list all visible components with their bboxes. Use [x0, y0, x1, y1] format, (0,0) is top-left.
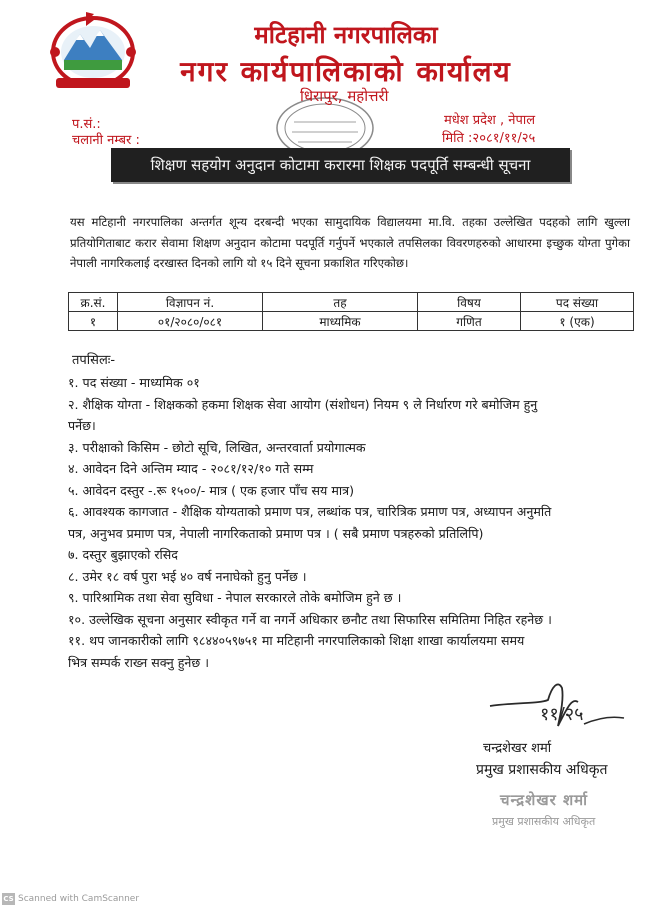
vacancy-table: [68, 292, 634, 331]
detail-item: ४. आवेदन दिने अन्तिम म्याद - २०८१/१२/१० गते सम्म: [68, 461, 314, 476]
detail-item: २. शैक्षिक योग्ता - शिक्षकको हकमा शिक्षक सेवा आयोग (संशोधन) नियम ९ ले निर्धारण गरे बमोजिम हुनु: [68, 396, 538, 412]
detail-item: पर्नेछ।: [68, 418, 96, 433]
table-cell: ०१/२०८०/०८१: [118, 312, 263, 331]
watermark-text: Scanned with CamScanner: [18, 894, 140, 904]
notice-title-banner: शिक्षण सहयोग अनुदान कोटामा करारमा शिक्षक पदपूर्ति सम्बन्धी सूचना: [111, 148, 570, 182]
table-cell: गणित: [418, 312, 521, 331]
detail-item: ३. परीक्षाको किसिम - छोटो सूचि, लिखित, अन्तरवार्ता प्रयोगात्मक: [68, 439, 366, 455]
province-text: मधेश प्रदेश , नेपाल: [444, 113, 536, 128]
details-list: [68, 372, 638, 673]
office-name: नगर कार्यपालिकाको कार्यालय: [180, 55, 512, 88]
detail-item: ११. थप जानकारीको लागि ९८४४०५९७५१ मा मटिहानी नगरपालिकाको शिक्षा शाखा कार्यालयमा समय: [68, 633, 525, 648]
detail-item: ९. पारिश्रामिक तथा सेवा सुविधा - नेपाल सरकारले तोके बमोजिम हुने छ ।: [68, 590, 402, 605]
notice-date: मिति :२०८१/११/२५: [442, 131, 536, 146]
org-name: मटिहानी नगरपालिका: [254, 21, 438, 49]
table-cell: १: [69, 312, 118, 331]
signature-date-text: ११/२५: [540, 704, 584, 725]
table-header-row: [69, 293, 634, 312]
column-header: क्र.सं.: [69, 293, 118, 312]
column-header: पद संख्या: [521, 293, 634, 312]
details-heading: तपसिलः-: [72, 353, 116, 368]
office-address: धिरापुर, महोत्तरी: [300, 87, 389, 105]
detail-item: १. पद संख्या - माध्यमिक ०१: [68, 375, 200, 390]
name-seal-text: चन्द्रशेखर शर्मा: [500, 791, 589, 809]
detail-item: ५. आवेदन दस्तुर -.रू १५००/- मात्र ( एक हजार पाँच सय मात्र): [68, 482, 354, 498]
handwritten-signature: [488, 676, 628, 736]
table-cell: १ (एक): [521, 312, 634, 331]
name-seal-title: प्रमुख प्रशासकीय अधिकृत: [492, 815, 596, 828]
column-header: तह: [263, 293, 418, 312]
signatory-title: प्रमुख प्रशासकीय अधिकृत: [476, 762, 608, 778]
detail-item: भित्र सम्पर्क राख्न सक्नु हुनेछ ।: [68, 654, 209, 670]
column-header: विज्ञापन नं.: [118, 293, 263, 312]
detail-item: १०. उल्लेखिक सूचना अनुसार स्वीकृत गर्ने वा नगर्ने अधिकार छनौट तथा सिफारिस समितिमा निहित रहनेछ ।: [68, 611, 552, 627]
table-cell: माध्यमिक: [263, 312, 418, 331]
camscanner-logo-icon: CS: [3, 895, 14, 903]
intro-paragraph: यस मटिहानी नगरपालिका अन्तर्गत शून्य दरबन्दी भएका सामुदायिक विद्यालयमा मा.वि. तहका उल्लेखित पदहको लागि खुल्ला प्रतियोगिताबाट करार सेवामा शिक्षण अनुदान कोटामा पदपूर्ति गर्नुपर्ने भएकाले तपसिलका विवरणहरुको आधारमा इच्छुक योग्ता पुगेका नेपाली नागरिकलाई दरखास्त दिनको लागि यो १५ दिने सूचना प्रकाशित गरिएकोछ।: [70, 215, 630, 270]
signatory-name: चन्द्रशेखर शर्मा: [483, 741, 552, 756]
scanner-watermark: [2, 893, 139, 905]
column-header: विषय: [418, 293, 521, 312]
table-row: [69, 312, 634, 331]
ref-number-label: प.सं.:: [72, 117, 101, 132]
detail-item: ६. आवश्यक कागजात - शैक्षिक योग्यताको प्रमाण पत्र, लब्धांक पत्र, चारित्रिक प्रमाण पत्र, अध्यापन अनुमति: [68, 504, 552, 519]
detail-item: ७. दस्तुर बुझाएको रसिद: [68, 547, 178, 562]
detail-item: पत्र, अनुभव प्रमाण पत्र, नेपाली नागरिकताको प्रमाण पत्र । ( सबै प्रमाण पत्रहरुको प्रतिलिपि): [68, 525, 484, 541]
detail-item: ८. उमेर १८ वर्ष पुरा भई ४० वर्ष ननाघेको हुनु पर्नेछ ।: [68, 568, 307, 584]
dispatch-number-label: चलानी नम्बर :: [72, 133, 140, 148]
